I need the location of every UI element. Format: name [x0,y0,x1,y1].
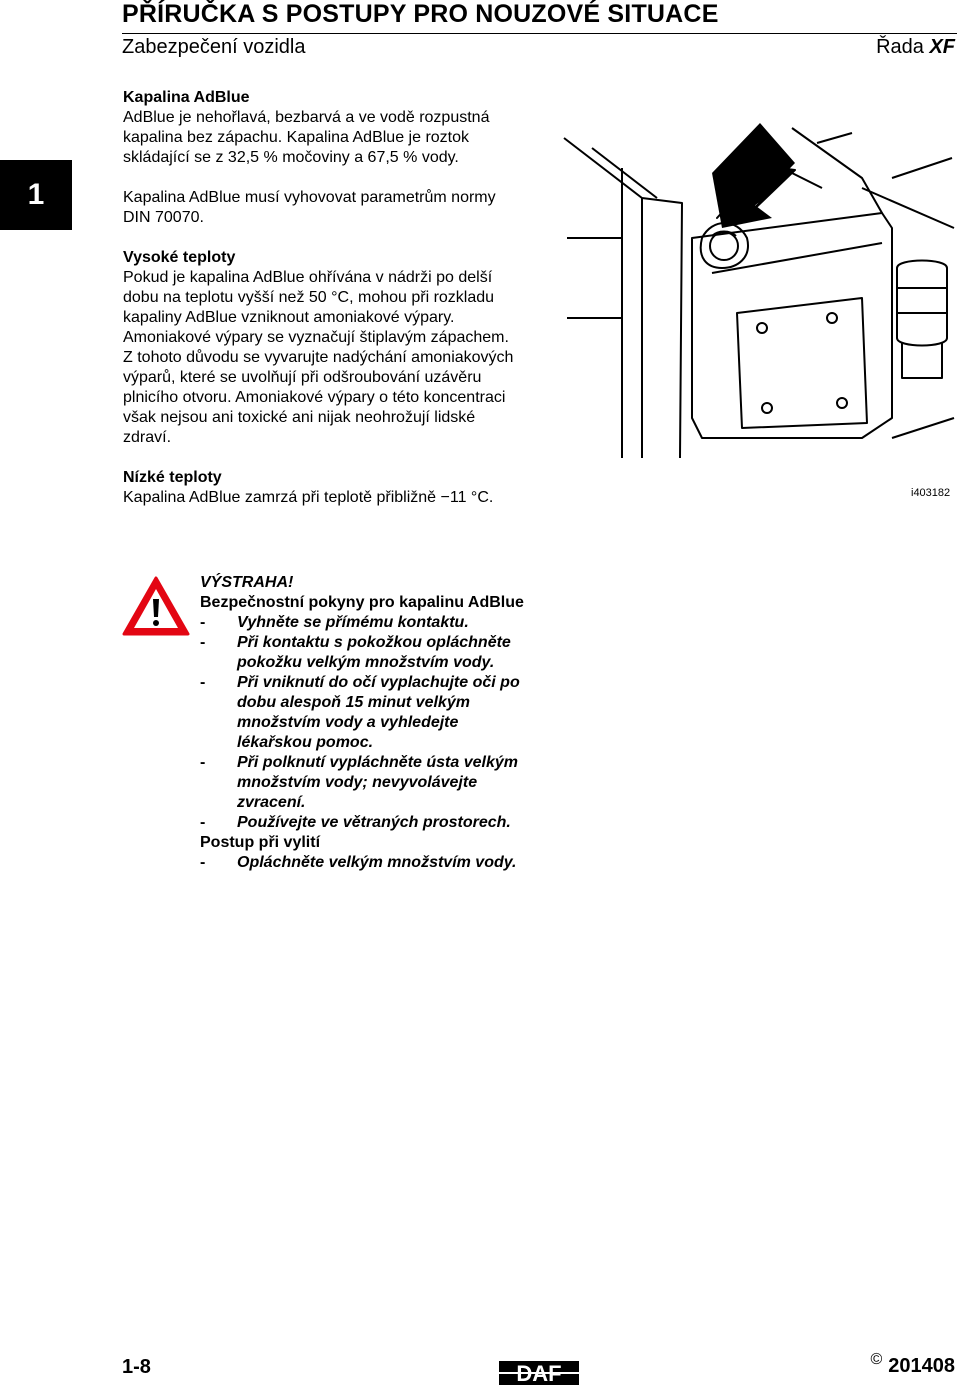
copyright-symbol: © [870,1351,883,1368]
list-item: - Při vniknutí do očí vyplachujte oči po dobu alespoň 15 minut velkým množstvím vody a vyhledejte lékařskou pomoc. [200,674,520,751]
list-item: - Při polknutí vypláchněte ústa velkým množstvím vody; nevyvolávejte zvracení. [200,754,518,811]
svg-text:DAF: DAF [516,1361,562,1385]
list-item: - Používejte ve větraných prostorech. [200,814,511,831]
warning-triangle-icon [122,575,190,637]
pointer-arrow-icon [712,123,795,228]
list-item: - Opláchněte velkým množstvím vody. [200,854,517,871]
warning-title: VÝSTRAHA! [200,574,294,591]
copyright [870,1351,955,1378]
header-divider [122,33,957,34]
high-temp-heading: Vysoké teploty [123,249,236,266]
high-temp-paragraph: Pokud je kapalina AdBlue ohřívána v nádrži po delší dobu na teplotu vyšší než 50 °C, mohou při rozkladu kapaliny AdBlue vzniknout amoniakové výpary. Amoniakové výpary se vyznačují štiplavým zápachem. Z tohoto důvodu se vyvarujte nadýchání amoniakových výparů, které se uvolňují při odšroubování uzávěru plnicího otvoru. Amoniakové výpary o této koncentraci však nejsou ani toxické ani nijak neohrožují lidské zdraví. [123,269,514,446]
document-title: PŘÍRUČKA S POSTUPY PRO NOUZOVÉ SITUACE [122,0,719,28]
list-item: - Při kontaktu s pokožkou opláchněte pokožku velkým množstvím vody. [200,634,511,671]
chapter-tab: 1 [0,160,72,230]
series-label [876,36,955,59]
series-name: XF [929,36,955,58]
adblue-paragraph-2: Kapalina AdBlue musí vyhovovat parametrům normy DIN 70070. [123,189,496,226]
adblue-heading: Kapalina AdBlue [123,89,250,106]
body-text-column [123,88,523,508]
low-temp-paragraph: Kapalina AdBlue zamrzá při teplotě přibližně −11 °C. [123,489,494,506]
series-prefix: Řada [876,36,930,58]
list-item: - Vyhněte se přímému kontaktu. [200,614,469,631]
warning-block [200,573,530,873]
figure-id: i403182 [911,487,951,499]
low-temp-heading: Nízké teploty [123,469,222,486]
warning-subtitle: Bezpečnostní pokyny pro kapalinu AdBlue [200,594,524,611]
spill-heading: Postup při vylití [200,834,321,851]
page-number: 1-8 [122,1356,151,1378]
date-code: 201408 [888,1355,955,1377]
adblue-paragraph-1: AdBlue je nehořlavá, bezbarvá a ve vodě rozpustná kapalina bez zápachu. Kapalina AdBlue je roztok skládající se z 32,5 % močoviny a 67,5 % vody. [123,109,490,166]
adblue-tank-illustration [562,118,957,463]
daf-logo [499,1361,579,1385]
section-subtitle: Zabezpečení vozidla [122,36,306,58]
